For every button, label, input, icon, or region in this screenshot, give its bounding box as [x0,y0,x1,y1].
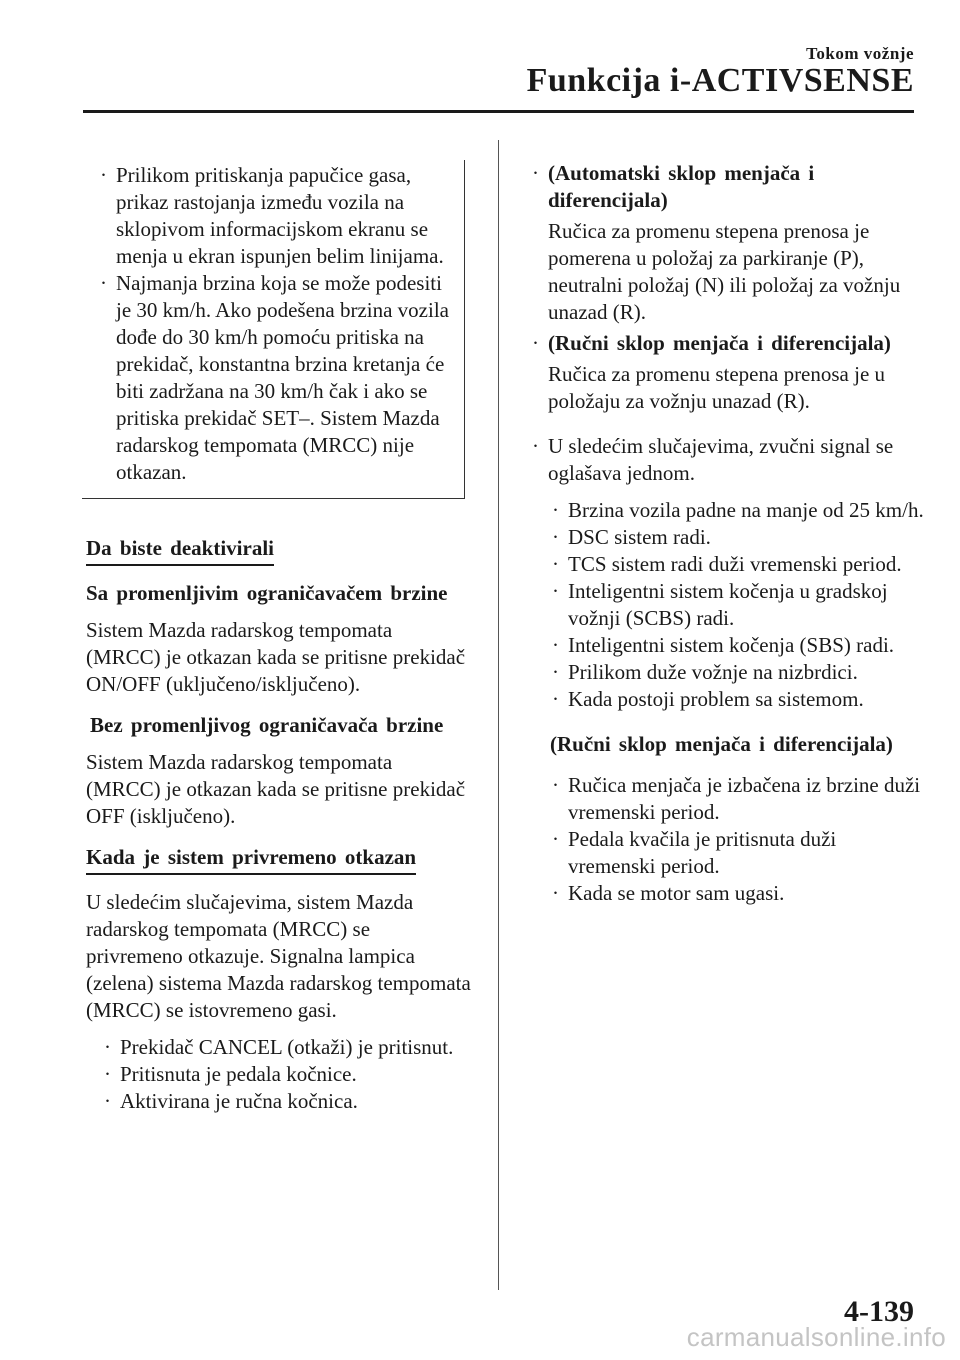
bullet-icon: · [104,1062,111,1086]
list-item-text: Kada se motor sam ugasi. [568,881,785,905]
bullet-icon: · [532,331,539,355]
list-item-text: Pritisnuta je pedala kočnice. [120,1062,357,1086]
list-item [530,686,925,713]
list-item-text: Prekidač CANCEL (otkaži) je pritisnut. [120,1035,454,1059]
subsection-title-limiter: Sa promenljivim ograničavačem brzine [86,581,448,605]
list-item [82,270,454,486]
list-item [82,162,454,270]
list-item [530,632,925,659]
list-item-text: Inteligentni sistem kočenja u gradskoj vožnji (SCBS) radi. [568,579,888,630]
bullet-icon: · [552,773,559,797]
list-item-text: DSC sistem radi. [568,525,711,549]
bullet-icon: · [532,434,539,458]
auto-transmission-title: (Automatski sklop menjača i diferencijala) [548,161,815,212]
list-item-text: TCS sistem radi duži vremenski period. [568,552,902,576]
bullet-icon: · [552,660,559,684]
manual-transmission-text: Ručica za promenu stepena prenosa je u položaju za vožnju unazad (R). [548,362,886,413]
bullet-icon: · [532,161,539,185]
page-title: Funkcija i-ACTIVSENSE [526,62,914,99]
section-title-temporary: Kada je sistem privremeno otkazan [86,844,416,875]
list-item-text: Ručica menjača je izbačena iz brzine duži vremenski period. [568,773,921,824]
list-item-text: Prilikom pritiskanja papučice gasa, prikaz rastojanja između vozila na sklopivom informacijskom ekranu se menja u ekran ispunjen belim linijama. [116,163,444,268]
header-section: Tokom vožnje [806,44,914,63]
list-item-text: Najmanja brzina koja se može podesiti je 30 km/h. Ako podešena brzina vozila dođe do 30 km/h pomoću pritiska na prekidač, konstantna brzina kretanja će biti zadržana na 30 km/h čak i ako se pritiska prekidač SET–. Sistem Mazda radarskog tempomata (MRCC) nije otkazan. [116,271,449,484]
bullet-icon: · [552,687,559,711]
bullet-icon: · [104,1035,111,1059]
bullet-icon: · [100,163,107,187]
manual-transmission-title-2: (Ručni sklop menjača i diferencijala) [550,732,893,756]
signal-text: U sledećim slučajevima, zvučni signal se oglašava jednom. [548,434,894,485]
list-item [530,880,925,907]
bullet-icon: · [552,881,559,905]
list-item-text: Pedala kvačila je pritisnuta duži vremenski period. [568,827,837,878]
list-item [530,524,925,551]
list-item [530,578,925,632]
bullet-icon: · [552,498,559,522]
list-item [530,551,925,578]
watermark: carmanualsonline.info [686,1322,946,1352]
list-item [86,1061,471,1088]
no-limiter-text: Sistem Mazda radarskog tempomata (MRCC) je otkazan kada se pritisne prekidač OFF (isključeno). [86,750,466,828]
bullet-icon: · [552,552,559,576]
bullet-icon: · [552,827,559,851]
manual-transmission-title: (Ručni sklop menjača i diferencijala) [548,331,891,355]
bullet-icon: · [100,271,107,295]
bullet-icon: · [552,579,559,603]
list-item [530,330,925,357]
subsection-title-no-limiter: Bez promenljivog ograničavača brzine [90,713,444,737]
bullet-icon: · [552,525,559,549]
list-item [530,160,925,214]
list-item-text: Brzina vozila padne na manje od 25 km/h. [568,498,924,522]
column-divider [498,140,499,1290]
page-number: 4-139 [844,1295,914,1328]
note-box [82,160,465,499]
list-item-text: Aktivirana je ručna kočnica. [120,1089,358,1113]
list-item-text: Kada postoji problem sa sistemom. [568,687,864,711]
left-column [86,160,471,1115]
limiter-text: Sistem Mazda radarskog tempomata (MRCC) je otkazan kada se pritisne prekidač ON/OFF (uključeno/isključeno). [86,618,466,696]
list-item [530,826,925,880]
list-item [86,1088,471,1115]
list-item [530,659,925,686]
list-item-text: Inteligentni sistem kočenja (SBS) radi. [568,633,895,657]
bullet-icon: · [552,633,559,657]
list-item [86,1034,471,1061]
auto-transmission-text: Ručica za promenu stepena prenosa je pomerena u položaj za parkiranje (P), neutralni položaj (N) ili položaj za vožnju unazad (R). [548,219,901,324]
list-item [530,497,925,524]
list-item [530,772,925,826]
header-rule [83,110,914,113]
bullet-icon: · [104,1089,111,1113]
list-item-text: Prilikom duže vožnje na nizbrdici. [568,660,858,684]
right-column [530,160,925,907]
list-item [530,433,925,487]
temporary-text: U sledećim slučajevima, sistem Mazda radarskog tempomata (MRCC) se privremeno otkazuje. Signalna lampica (zelena) sistema Mazda radarskog tempomata (MRCC) se istovremeno gasi. [86,890,471,1022]
section-title-deactivate: Da biste deaktivirali [86,535,274,566]
